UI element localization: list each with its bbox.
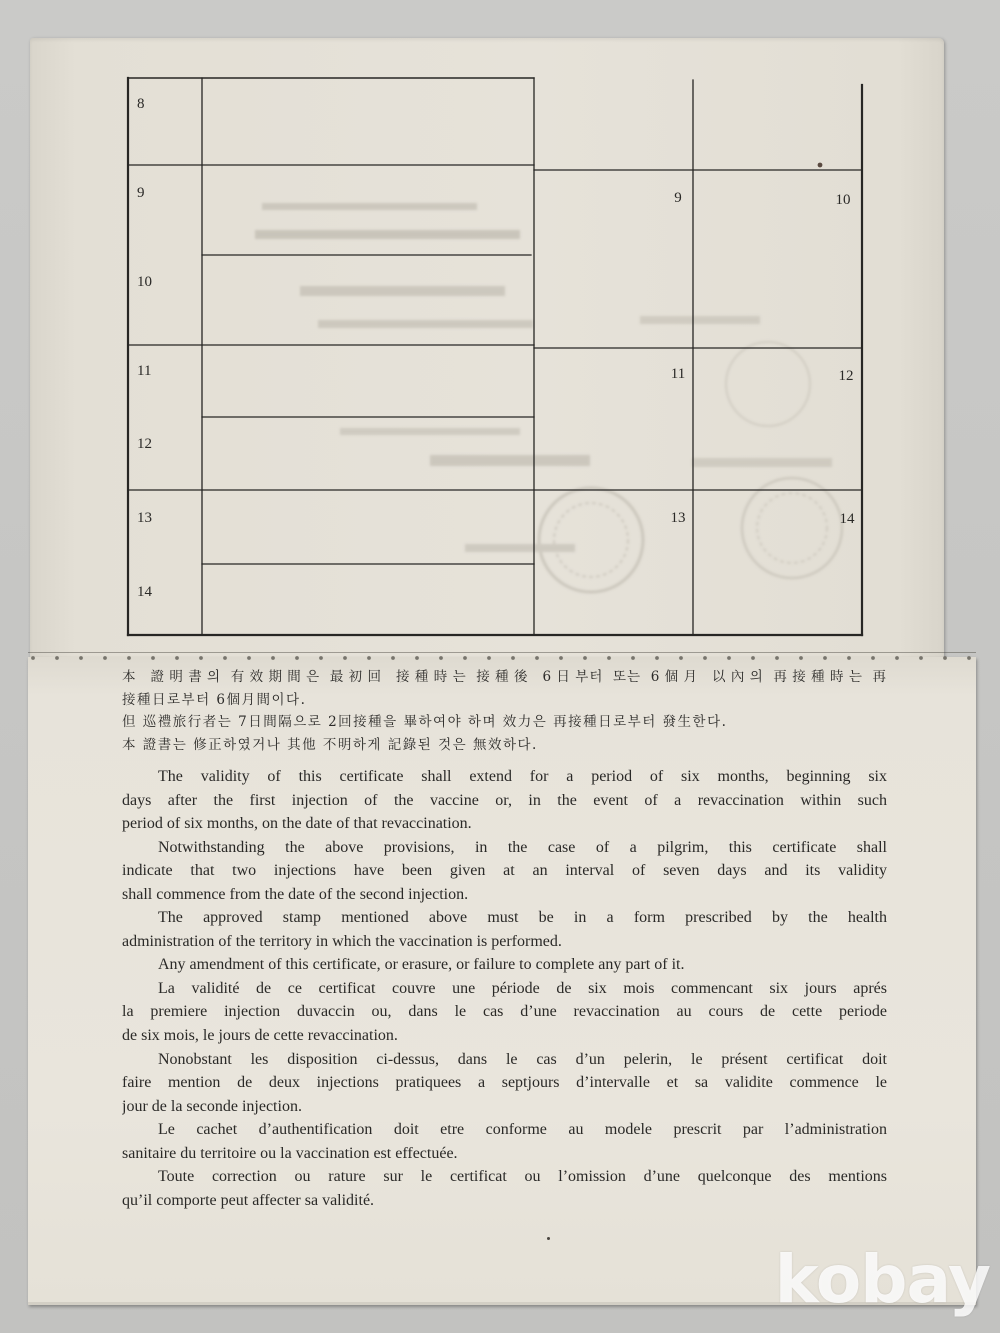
korean-notice-line: 本 證書는 修正하였거나 其他 不明하게 記錄된 것은 無效하다. xyxy=(122,737,538,754)
multilingual-notice xyxy=(122,765,887,1212)
paragraph-line: qu’il comporte peut affecter sa validité. xyxy=(122,1191,375,1209)
en-pilgrim-clause xyxy=(122,836,887,907)
paragraph-line: shall commence from the date of the second injection. xyxy=(122,885,469,903)
fr-amendment-clause xyxy=(122,1165,887,1212)
bleed-through-text xyxy=(640,316,760,324)
row-number-10: 10 xyxy=(137,274,152,290)
stamp-cell-number-9: 9 xyxy=(674,190,682,206)
paragraph-line: Nonobstant les disposition ci-dessus, dans le cas d’un pelerin, le présent certificat doit xyxy=(158,1050,887,1068)
stamp-cell-number-10: 10 xyxy=(835,192,851,208)
watermark-logo: kobay xyxy=(774,1241,990,1318)
en-validity-clause xyxy=(122,765,887,836)
bleed-through-text xyxy=(300,286,505,296)
korean-notice-line: 本 證明書의 有效期間은 最初回 接種時는 接種後 6日부터 또는 6個月 以內의 再接種時는 再 xyxy=(122,669,887,685)
ink-speck xyxy=(818,163,823,168)
paragraph-line: The validity of this certificate shall extend for a period of six months, beginning six xyxy=(158,768,887,785)
korean-notice-line: 接種日로부터 6個月間이다. xyxy=(122,691,307,708)
paragraph-line: indicate that two injections have been given at an interval of seven days and its validity xyxy=(122,862,887,880)
bleed-through-text xyxy=(255,230,520,239)
paragraph-line: administration of the territory in which the vaccination is performed. xyxy=(122,932,562,950)
ink-speck xyxy=(547,1237,550,1240)
paragraph-line: La validité de ce certificat couvre une période de six mois commencant six jours aprés xyxy=(158,979,887,997)
row-number-9: 9 xyxy=(137,185,145,201)
row-number-14: 14 xyxy=(137,584,152,600)
paragraph-line: Notwithstanding the above provisions, in the case of a pilgrim, this certificate shall xyxy=(158,838,887,856)
paragraph-line: period of six months, on the date of that revaccination. xyxy=(122,815,472,833)
row-number-12: 12 xyxy=(137,436,152,452)
paragraph-line: Le cachet d’authentification doit etre conforme au modele prescrit par l’administration xyxy=(158,1121,887,1139)
paragraph-line: la premiere injection duvaccin ou, dans le cas d’une revaccination au cours de cette periode xyxy=(122,1003,887,1021)
bleed-through-stamp-inner xyxy=(757,493,827,563)
en-stamp-clause xyxy=(122,906,887,953)
paragraph-line: days after the first injection of the vaccine or, in the event of a revaccination within such xyxy=(122,791,887,809)
fr-validity-clause xyxy=(122,977,887,1048)
binding-stitch xyxy=(28,652,976,663)
bleed-through-text xyxy=(692,458,832,467)
bleed-through-text xyxy=(262,203,477,210)
bottom-page xyxy=(28,657,976,1305)
row-number-11: 11 xyxy=(137,363,152,379)
bleed-through-marks xyxy=(255,203,842,592)
stamp-cell-number-14: 14 xyxy=(839,511,855,527)
korean-notice xyxy=(122,666,887,757)
bleed-through-text xyxy=(430,455,590,466)
bleed-through-stamp xyxy=(726,342,810,426)
row-number-13: 13 xyxy=(137,510,152,526)
paragraph-line: jour de la seconde injection. xyxy=(122,1097,302,1115)
row-number-8: 8 xyxy=(137,96,145,112)
paragraph-line: sanitaire du territoire ou la vaccination est effectuée. xyxy=(122,1144,458,1162)
stamp-cell-number-11: 11 xyxy=(670,366,686,382)
bleed-through-text xyxy=(318,320,533,328)
paragraph-line: Any amendment of this certificate, or erasure, or failure to complete any part of it. xyxy=(158,956,685,974)
paragraph-line: faire mention de deux injections pratiquees a septjours d’intervalle et sa validite commence le xyxy=(122,1074,887,1092)
bleed-through-text xyxy=(340,428,520,435)
fr-pilgrim-clause xyxy=(122,1048,887,1119)
paragraph-line: de six mois, le jours de cette revaccination. xyxy=(122,1027,398,1045)
korean-notice-line: 但 巡禮旅行者는 7日間隔으로 2回接種을 畢하여야 하며 效力은 再接種日로부터 發生한다. xyxy=(122,714,728,731)
fr-stamp-clause xyxy=(122,1118,887,1165)
stamp-cell-number-12: 12 xyxy=(838,368,854,384)
paragraph-line: Toute correction ou rature sur le certificat ou l’omission d’une quelconque des mentions xyxy=(158,1168,887,1186)
bleed-through-text xyxy=(465,544,575,552)
bleed-through-stamp-inner xyxy=(554,503,628,577)
paragraph-line: The approved stamp mentioned above must be in a form prescribed by the health xyxy=(158,909,887,927)
en-amendment-clause xyxy=(122,953,887,977)
stamp-cell-number-13: 13 xyxy=(670,510,686,526)
